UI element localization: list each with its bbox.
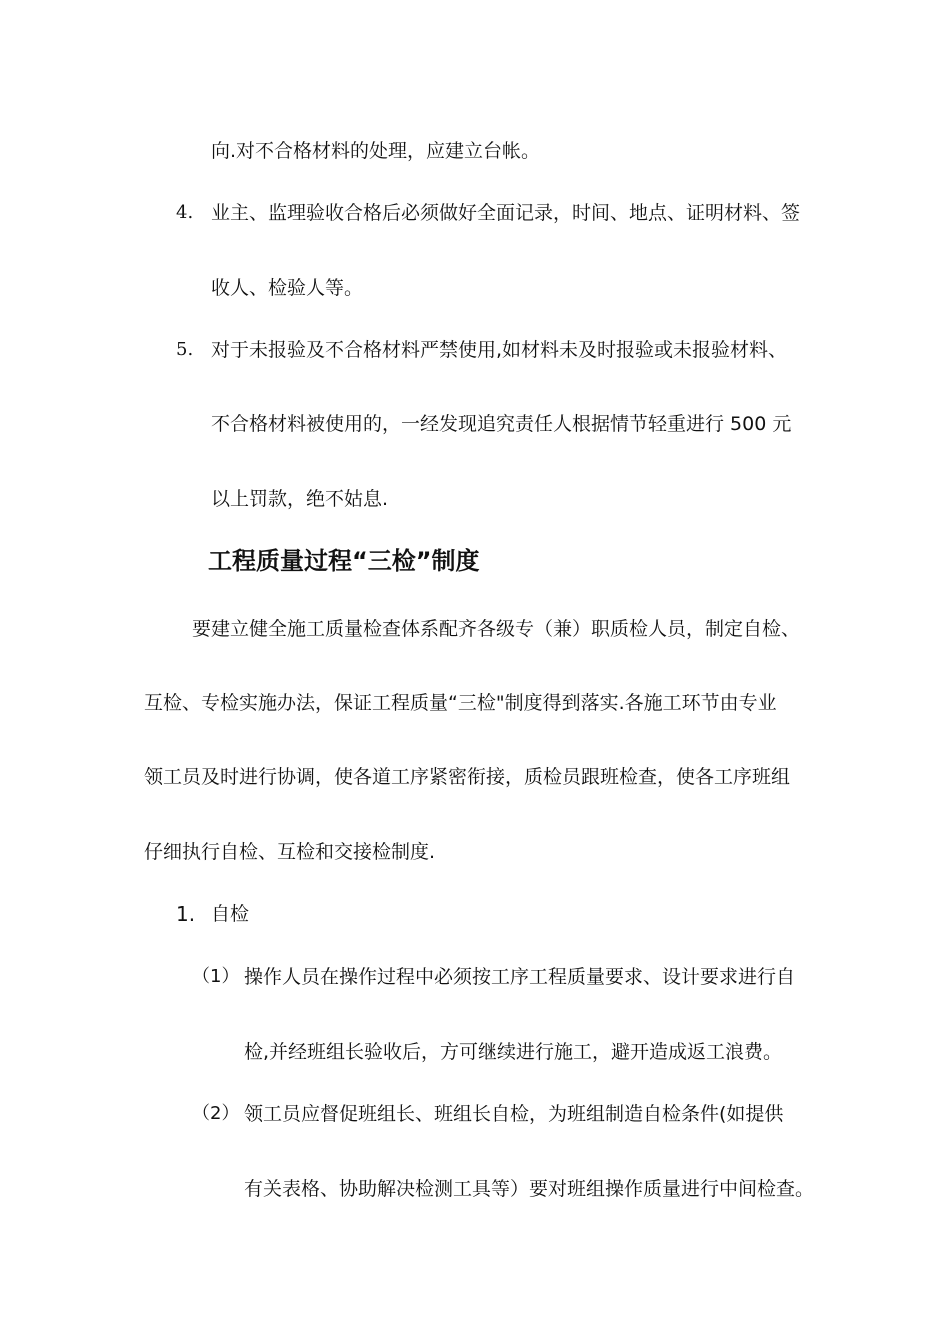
list-item-line: 以上罚款，绝不姑息. bbox=[211, 488, 389, 510]
sub-item-line: 领工员应督促班组长、班组长自检，为班组制造自检条件(如提供 bbox=[244, 1103, 784, 1125]
sub-item-number: （1） bbox=[192, 966, 240, 987]
sub-item-number: （2） bbox=[192, 1103, 240, 1124]
list-item-line: 不合格材料被使用的，一经发现追究责任人根据情节轻重进行 500 元 bbox=[211, 413, 792, 435]
list-item-line: 收人、检验人等。 bbox=[211, 277, 364, 299]
paragraph-line: 仔细执行自检、互检和交接检制度. bbox=[144, 841, 436, 863]
sub-item-line: 检,并经班组长验收后，方可继续进行施工，避开造成返工浪费。 bbox=[244, 1041, 783, 1063]
sub-item-line: 操作人员在操作过程中必须按工序工程质量要求、设计要求进行自 bbox=[244, 966, 796, 988]
list-item-number: 5. bbox=[176, 339, 194, 360]
list-item-continuation-line: 向.对不合格材料的处理，应建立台帐。 bbox=[211, 140, 541, 162]
subsection-number: 1. bbox=[176, 902, 196, 926]
list-item-line: 对于未报验及不合格材料严禁使用,如材料未及时报验或未报验材料、 bbox=[211, 339, 788, 361]
section-heading: 工程质量过程“三检”制度 bbox=[208, 547, 480, 575]
sub-item-line: 有关表格、协助解决检测工具等）要对班组操作质量进行中间检查。 bbox=[244, 1178, 815, 1200]
list-item-number: 4. bbox=[176, 202, 194, 223]
paragraph-line: 领工员及时进行协调，使各道工序紧密衔接，质检员跟班检查，使各工序班组 bbox=[144, 766, 791, 788]
list-item-line: 业主、监理验收合格后必须做好全面记录，时间、地点、证明材料、签 bbox=[211, 202, 801, 224]
paragraph-line: 要建立健全施工质量检查体系配齐各级专（兼）职质检人员，制定自检、 bbox=[192, 618, 801, 640]
paragraph-line: 互检、专检实施办法，保证工程质量“三检"制度得到落实.各施工环节由专业 bbox=[144, 692, 777, 714]
subsection-title: 自检 bbox=[211, 903, 250, 925]
